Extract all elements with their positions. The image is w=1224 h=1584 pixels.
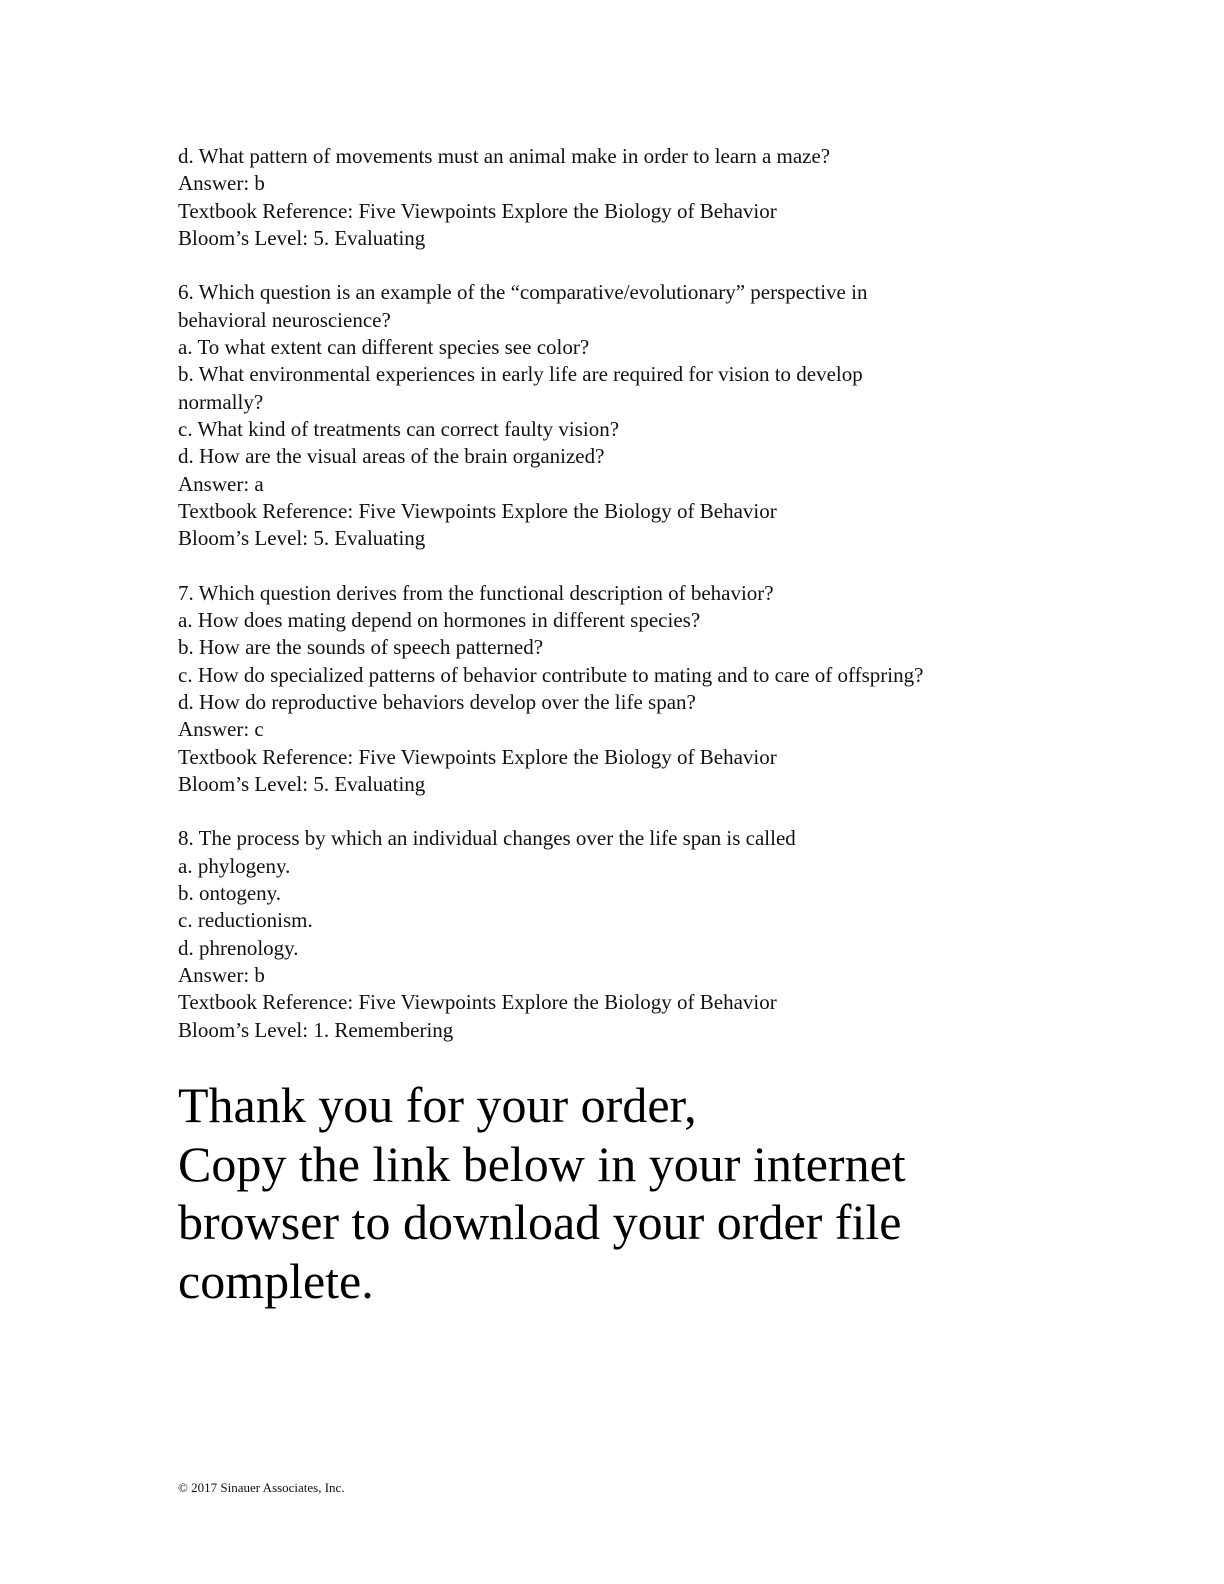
q6-answer: Answer: a [178, 471, 264, 496]
spacer [178, 552, 1078, 579]
q6-option-d: d. How are the visual areas of the brain organized? [178, 444, 605, 469]
q6-question-line2: behavioral neuroscience? [178, 307, 391, 332]
q7-reference: Textbook Reference: Five Viewpoints Explore the Biology of Behavior [178, 744, 777, 769]
q5-reference: Textbook Reference: Five Viewpoints Explore the Biology of Behavior [178, 198, 777, 223]
spacer [178, 798, 1078, 825]
q8-bloom-level: Bloom’s Level: 1. Remembering [178, 1017, 454, 1042]
thank-you-line2: Copy the link below in your internet [178, 1135, 906, 1192]
q5-bloom-level: Bloom’s Level: 5. Evaluating [178, 225, 426, 250]
q6-option-b-line2: normally? [178, 389, 264, 414]
thank-you-line3: browser to download your order file [178, 1194, 902, 1250]
q8-option-b: b. ontogeny. [178, 881, 282, 906]
q6-reference: Textbook Reference: Five Viewpoints Explore the Biology of Behavior [178, 498, 777, 523]
q6-option-c: c. What kind of treatments can correct faulty vision? [178, 416, 620, 441]
q7-bloom-level: Bloom’s Level: 5. Evaluating [178, 771, 426, 796]
q6-option-a: a. To what extent can different species see color? [178, 335, 590, 360]
q6-bloom-level: Bloom’s Level: 5. Evaluating [178, 526, 426, 551]
q8-answer: Answer: b [178, 962, 265, 987]
thank-you-line1: Thank you for your order, [178, 1077, 697, 1133]
q7-option-d: d. How do reproductive behaviors develop over the life span? [178, 689, 696, 714]
document-body [178, 143, 1078, 1044]
q8-option-c: c. reductionism. [178, 908, 313, 933]
q7-question: 7. Which question derives from the functional description of behavior? [178, 580, 774, 605]
q8-option-d: d. phrenology. [178, 935, 299, 960]
spacer [178, 252, 1078, 279]
q8-reference: Textbook Reference: Five Viewpoints Explore the Biology of Behavior [178, 990, 777, 1015]
q8-question: 8. The process by which an individual changes over the life span is called [178, 826, 796, 851]
q5-answer: Answer: b [178, 171, 265, 196]
q7-answer: Answer: c [178, 717, 264, 742]
copyright-footer: © 2017 Sinauer Associates, Inc. [178, 1480, 345, 1495]
q6-option-b-line1: b. What environmental experiences in early life are required for vision to develop [178, 362, 863, 387]
q5-option-d: d. What pattern of movements must an animal make in order to learn a maze? [178, 144, 831, 168]
q7-option-c: c. How do specialized patterns of behavior contribute to mating and to care of offspring? [178, 662, 924, 687]
q8-option-a: a. phylogeny. [178, 853, 291, 878]
thank-you-line4: complete. [178, 1252, 374, 1309]
q6-question-line1: 6. Which question is an example of the “comparative/evolutionary” perspective in [178, 280, 868, 305]
thank-you-message [178, 1076, 1078, 1310]
q7-option-a: a. How does mating depend on hormones in different species? [178, 608, 701, 633]
q7-option-b: b. How are the sounds of speech patterned? [178, 635, 544, 660]
